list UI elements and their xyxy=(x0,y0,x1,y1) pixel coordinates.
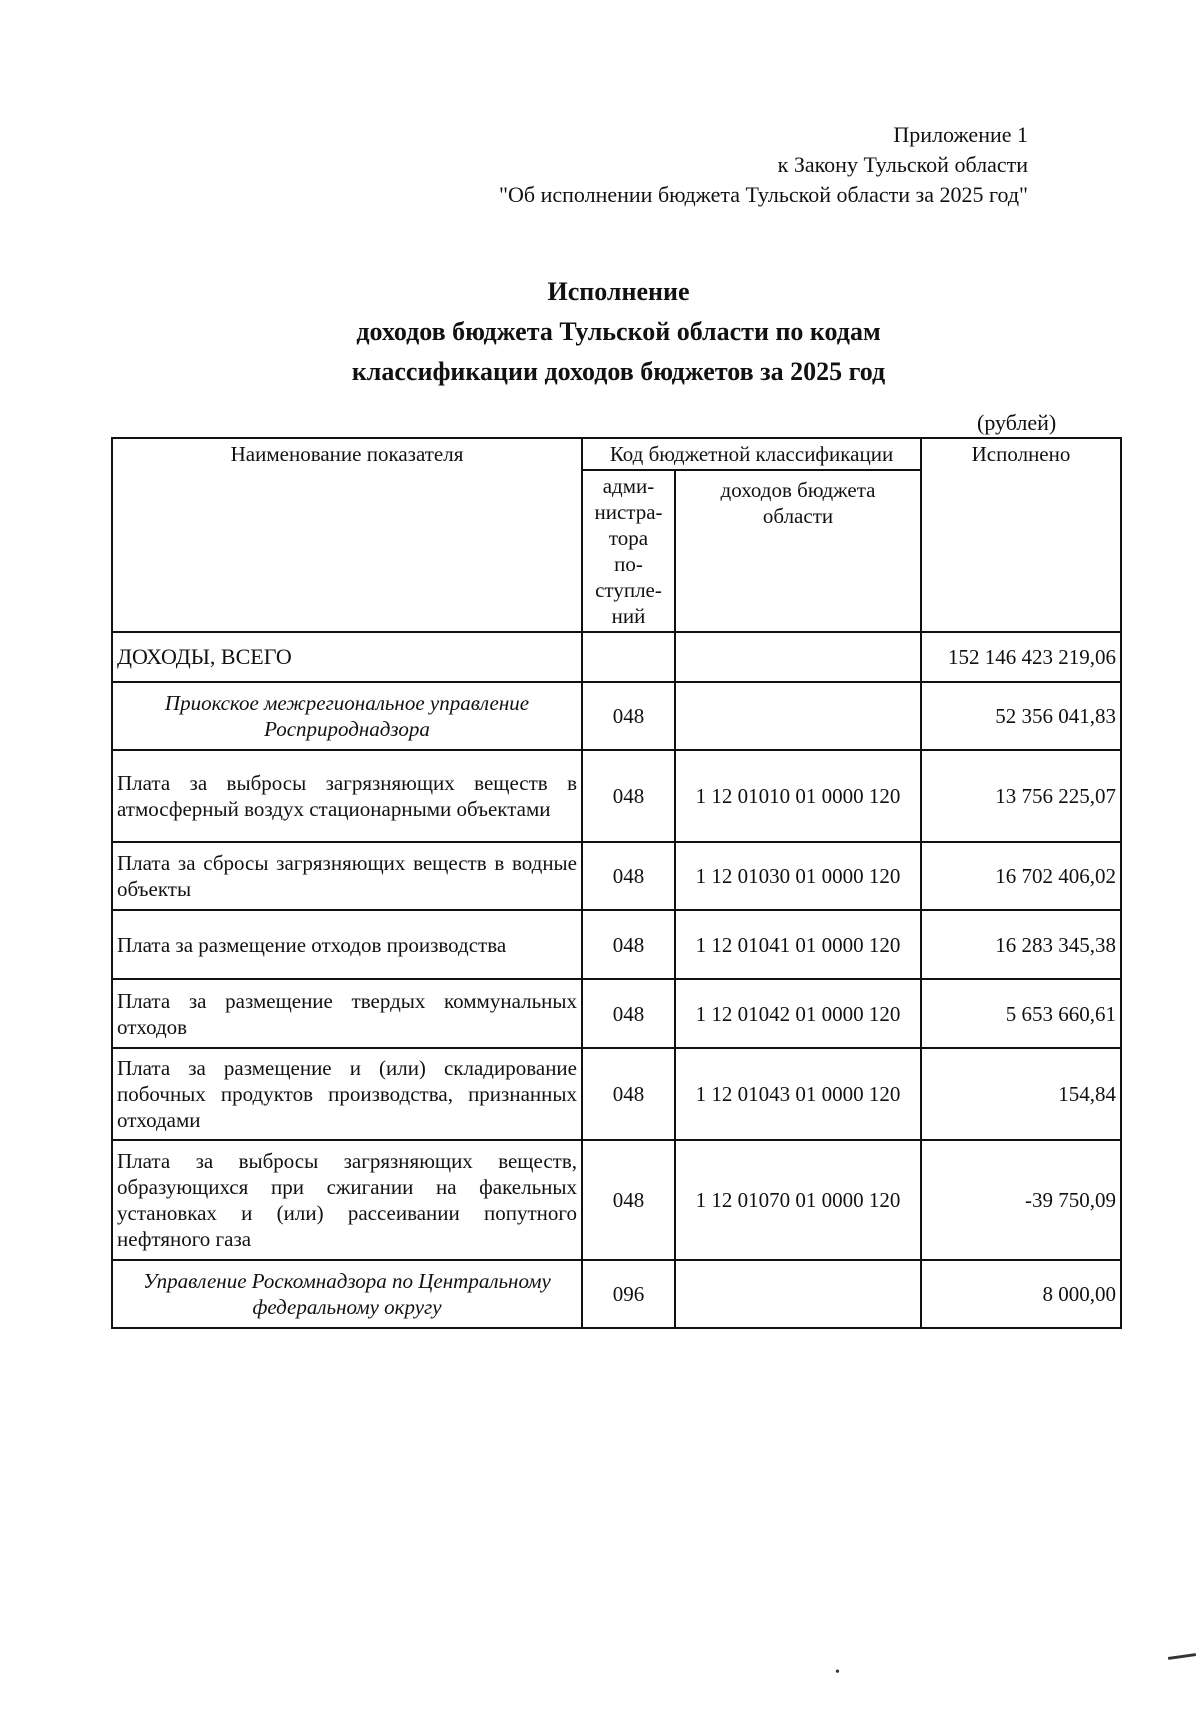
row-name: Плата за сбросы загрязняющих веществ в водные объекты xyxy=(112,842,582,910)
row-admin xyxy=(582,632,675,682)
table-row xyxy=(112,842,1121,910)
title-line-3: классификации доходов бюджетов за 2025 год xyxy=(351,357,886,386)
table-row xyxy=(112,632,1121,682)
appendix-header xyxy=(499,120,1028,210)
row-admin: 048 xyxy=(582,750,675,842)
units-label: (рублей) xyxy=(977,410,1057,435)
row-amount: 52 356 041,83 xyxy=(921,682,1121,750)
row-name: Плата за выбросы загрязняющих веществ в атмосферный воздух стационарными объектами xyxy=(112,750,582,842)
title-line-1: Исполнение xyxy=(547,277,690,306)
header-executed: Исполнено xyxy=(921,438,1121,632)
row-name: Плата за размещение и (или) складирование побочных продуктов производства, признанных отходами xyxy=(112,1048,582,1140)
row-name: Плата за выбросы загрязняющих веществ, образующихся при сжигании на факельных установках и (или) рассеивании попутного нефтяного газа xyxy=(112,1140,582,1260)
row-code: 1 12 01041 01 0000 120 xyxy=(675,910,921,979)
table-row xyxy=(112,910,1121,979)
row-amount: 16 702 406,02 xyxy=(921,842,1121,910)
row-code xyxy=(675,682,921,750)
row-amount: 5 653 660,61 xyxy=(921,979,1121,1048)
row-name: Плата за размещение твердых коммунальных отходов xyxy=(112,979,582,1048)
row-name: ДОХОДЫ, ВСЕГО xyxy=(112,632,582,682)
row-code xyxy=(675,632,921,682)
table-row xyxy=(112,750,1121,842)
scan-edge-mark xyxy=(1168,1653,1196,1660)
table-row xyxy=(112,979,1121,1048)
row-admin: 048 xyxy=(582,979,675,1048)
row-code: 1 12 01070 01 0000 120 xyxy=(675,1140,921,1260)
document-title xyxy=(0,272,1200,392)
row-amount: 154,84 xyxy=(921,1048,1121,1140)
title-line-2: доходов бюджета Тульской области по кодам xyxy=(356,317,881,346)
row-name: Управление Роскомнадзора по Центральному федеральному округу xyxy=(112,1260,582,1328)
row-name: Плата за размещение отходов производства xyxy=(112,910,582,979)
row-amount: 152 146 423 219,06 xyxy=(921,632,1121,682)
row-amount: 13 756 225,07 xyxy=(921,750,1121,842)
row-admin: 048 xyxy=(582,1140,675,1260)
row-admin: 048 xyxy=(582,1048,675,1140)
row-name: Приокское межрегиональное управление Росприроднадзора xyxy=(112,682,582,750)
header-income: доходов бюджета области xyxy=(675,470,921,632)
row-amount: 16 283 345,38 xyxy=(921,910,1121,979)
income-table xyxy=(111,437,1122,1329)
row-code: 1 12 01043 01 0000 120 xyxy=(675,1048,921,1140)
row-code: 1 12 01042 01 0000 120 xyxy=(675,979,921,1048)
row-amount: -39 750,09 xyxy=(921,1140,1121,1260)
table-row xyxy=(112,682,1121,750)
row-code xyxy=(675,1260,921,1328)
scan-dot-mark: • xyxy=(835,1665,840,1680)
header-name: Наименование показателя xyxy=(112,438,582,632)
appendix-line-1: Приложение 1 xyxy=(893,122,1028,147)
appendix-line-2: к Закону Тульской области xyxy=(777,152,1028,177)
row-admin: 048 xyxy=(582,682,675,750)
row-amount: 8 000,00 xyxy=(921,1260,1121,1328)
header-code-group: Код бюджетной классификации xyxy=(582,438,921,470)
appendix-line-3: "Об исполнении бюджета Тульской области за 2025 год" xyxy=(499,182,1028,207)
row-code: 1 12 01010 01 0000 120 xyxy=(675,750,921,842)
row-admin: 096 xyxy=(582,1260,675,1328)
table-row xyxy=(112,1140,1121,1260)
row-admin: 048 xyxy=(582,910,675,979)
table-row xyxy=(112,1260,1121,1328)
row-admin: 048 xyxy=(582,842,675,910)
table-row xyxy=(112,1048,1121,1140)
header-admin: адми- нистра- тора по- ступле- ний xyxy=(582,470,675,632)
row-code: 1 12 01030 01 0000 120 xyxy=(675,842,921,910)
